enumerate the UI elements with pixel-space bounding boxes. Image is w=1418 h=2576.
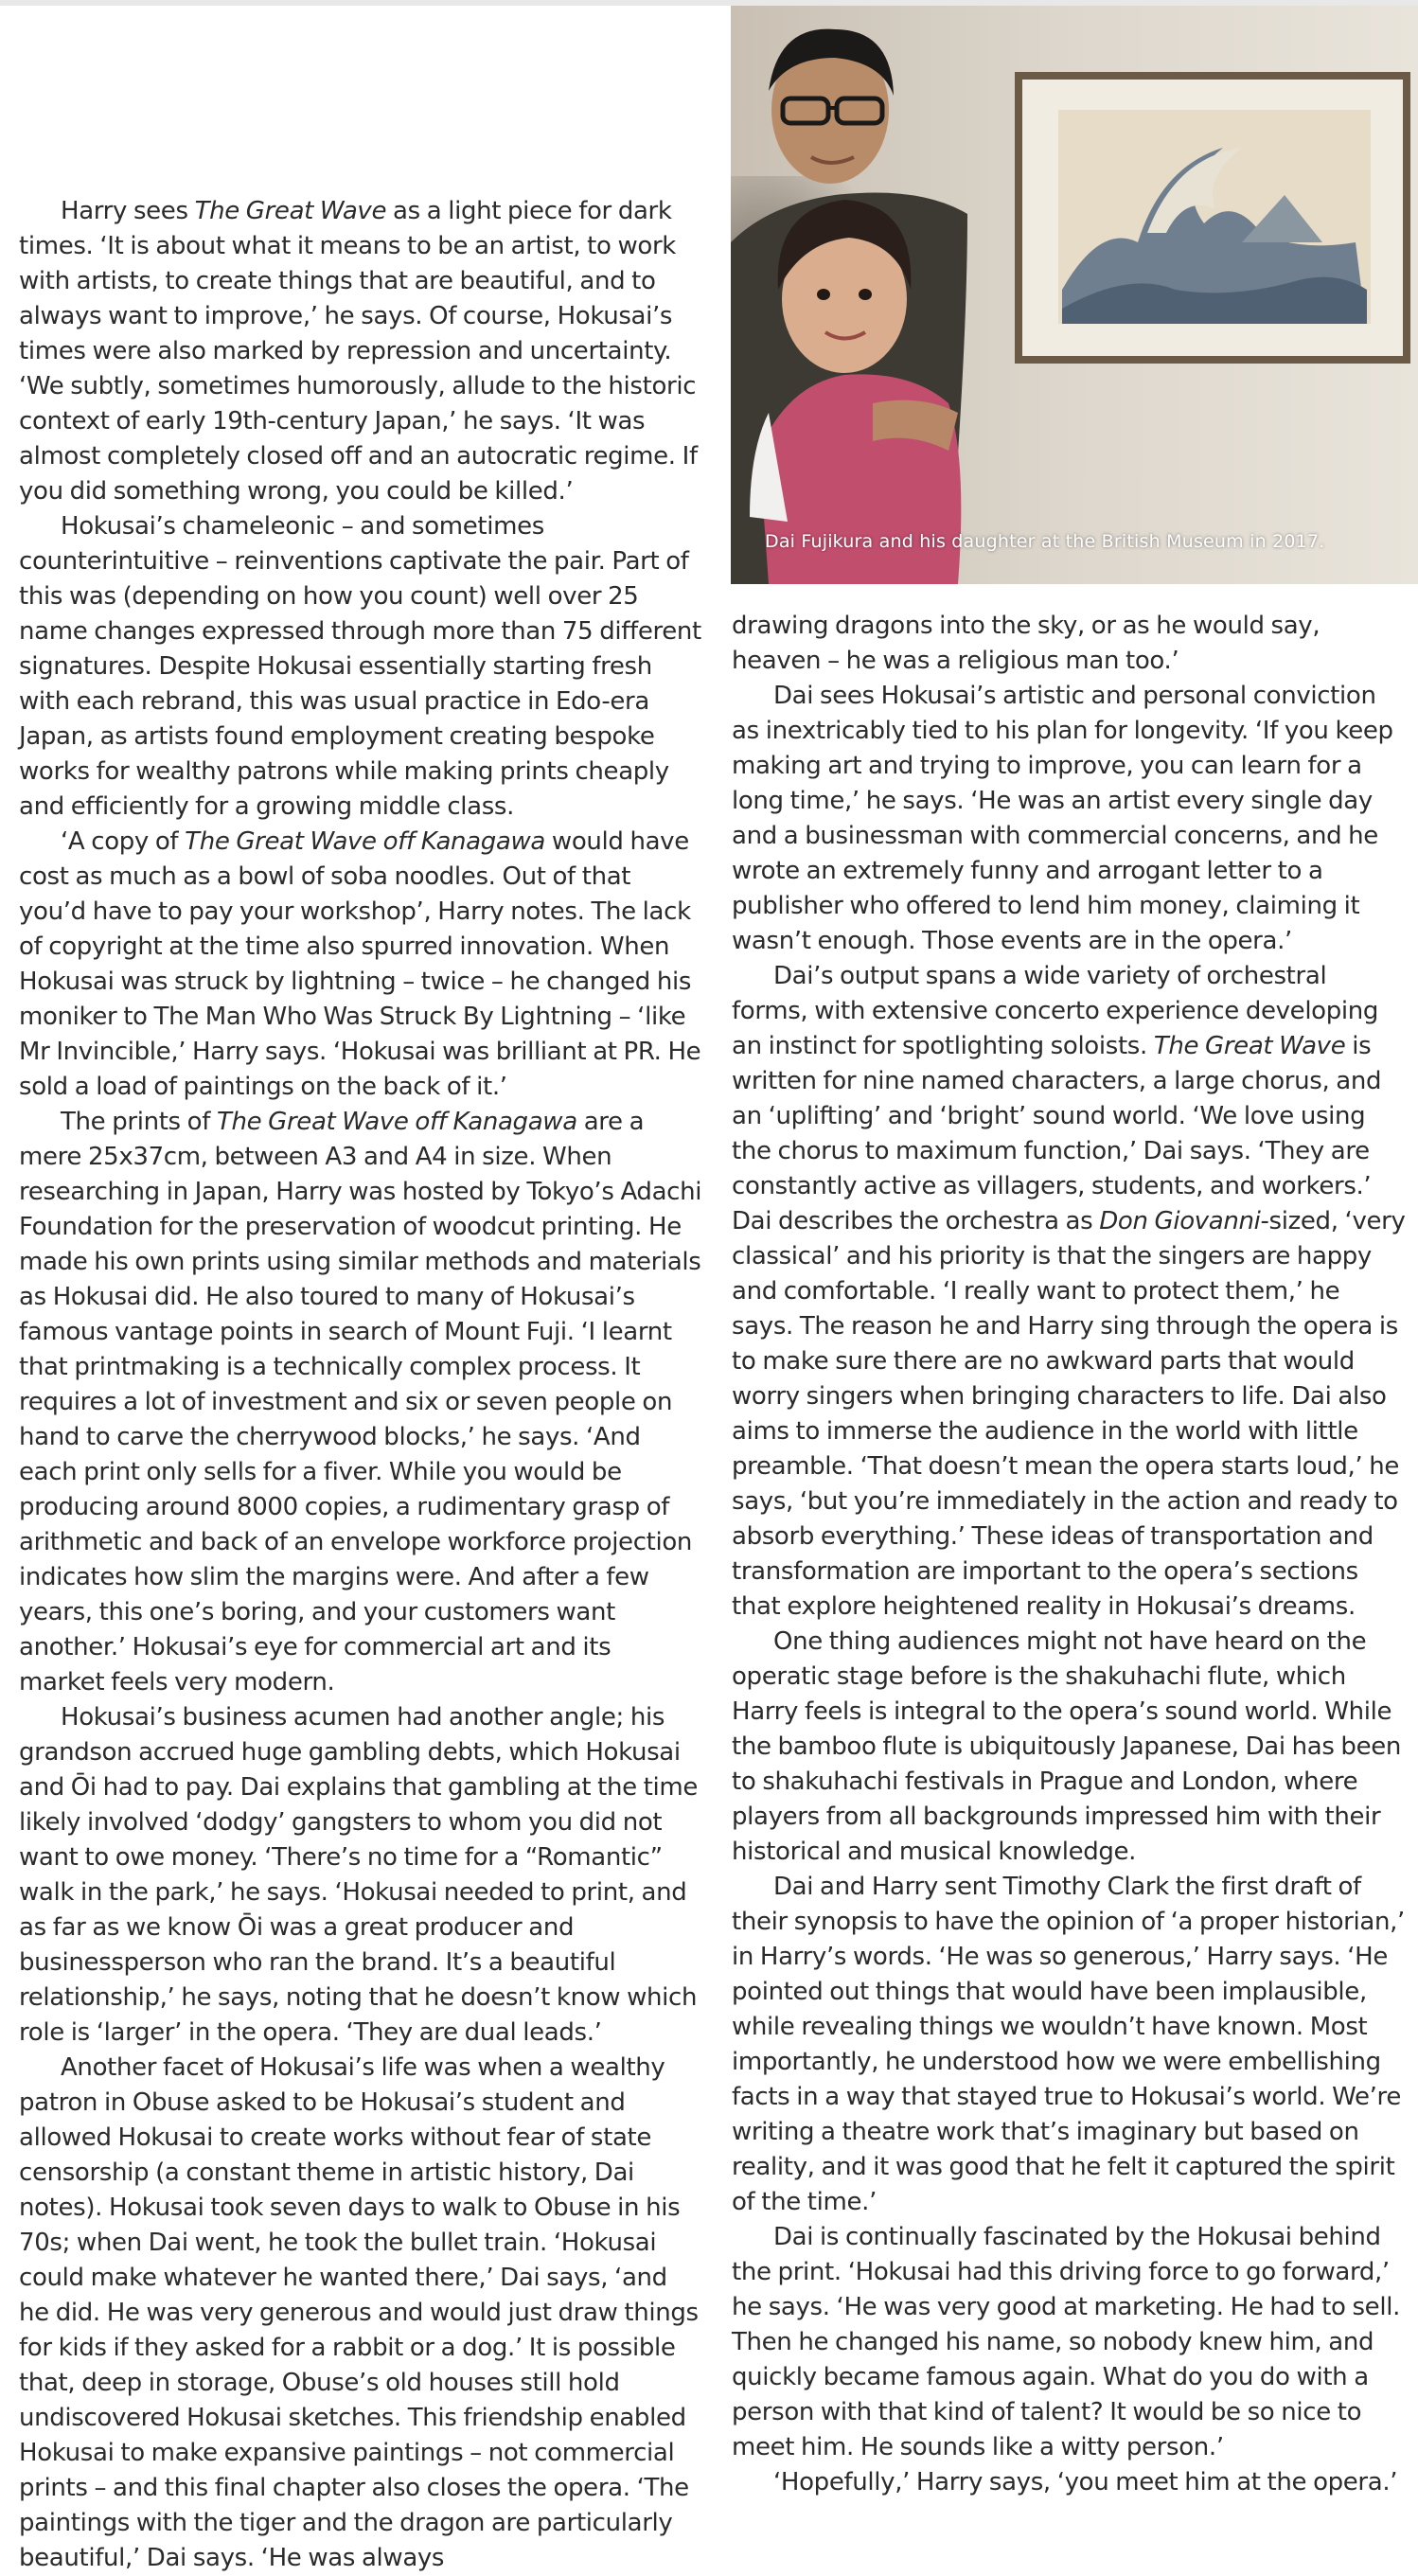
article-paragraph (19, 509, 702, 825)
paragraph-text: Dai and Harry sent Timothy Clark the first draft of their synopsis to have the opinion of ‘a proper historian,’ in Harry’s words. ‘He was so generous,’ Harry says. ‘He pointed out things that would have been implausible, while revealing things we wouldn’t have known. Most importantly, he understood how we were embellishing facts in a way that stayed true to Hokusai’s world. We’re writing a theatre work that’s imaginary but based on reality, and it was good that he felt it captured the spirit of the time.’ (732, 1873, 1405, 2216)
paragraph-text: Another facet of Hokusai’s life was when a wealthy patron in Obuse asked to be Hokusai’s student and allowed Hokusai to create works without fear of state censorship (a constant theme in artistic history, Dai notes). Hokusai took seven days to walk to Obuse in his 70s; when Dai went, he took the bullet train. ‘Hokusai could make whatever he wanted there,’ Dai says, ‘and he did. He was very generous and would just draw things for kids if they asked for a rabbit or a dog.’ It is possible that, deep in storage, Obuse’s old houses still hold undiscovered Hokusai sketches. This friendship enabled Hokusai to make expansive paintings – not commercial prints – and this final chapter also closes the opera. ‘The paintings with the tiger and the dragon are particularly beautiful,’ Dai says. ‘He was always (19, 2053, 699, 2572)
paragraph-text: Dai is continually fascinated by the Hokusai behind the print. ‘Hokusai had this driving force to go forward,’ he says. ‘He was very good at marketing. He had to sell. Then he changed his name, so nobody knew him, and quickly became famous again. What do you do with a person with that kind of talent? It would be so nice to meet him. He sounds like a witty person.’ (732, 2223, 1400, 2461)
italic-title: Don Giovanni (1099, 1207, 1261, 1235)
paragraph-text: The prints of (61, 1108, 217, 1136)
article-paragraph (732, 609, 1407, 679)
article-left-column (19, 194, 702, 2576)
article-paragraph (19, 194, 702, 509)
italic-title: The Great Wave off Kanagawa (216, 1108, 577, 1136)
article-right-column (732, 609, 1407, 2500)
photo-illustration (731, 6, 1418, 584)
paragraph-text: are a mere 25x37cm, between A3 and A4 in size. When researching in Japan, Harry was hosted by Tokyo’s Adachi Foundation for the preservation of woodcut printing. He made his own prints using similar methods and materials as Hokusai did. He also toured to many of Hokusai’s famous vantage points in search of Mount Fuji. ‘I learnt that printmaking is a technically complex process. It requires a lot of investment and six or seven people on hand to carve the cherrywood blocks,’ he says. ‘And each print only sells for a fiver. While you would be producing around 8000 copies, a rudimentary grasp of arithmetic and back of an envelope workforce projection indicates how slim the margins were. And after a few years, this one’s boring, and your customers want another.’ Hokusai’s eye for commercial art and its market feels very modern. (19, 1108, 702, 1697)
article-paragraph (19, 2051, 702, 2576)
article-paragraph (732, 2465, 1407, 2500)
paragraph-text: -sized, ‘very classical’ and his priority is that the singers are happy and comfortable. ‘I really want to protect them,’ he says. The reason he and Harry sing through the opera is to make sure there are no awkward parts that would worry singers when bringing characters to life. Dai also aims to immerse the audience in the world with little preamble. ‘That doesn’t mean the opera starts loud,’ he says, ‘but you’re immediately in the action and ready to absorb everything.’ These ideas of transportation and transformation are important to the opera’s sections that explore heightened reality in Hokusai’s dreams. (732, 1207, 1406, 1621)
paragraph-text: Hokusai’s business acumen had another angle; his grandson accrued huge gambling debts, which Hokusai and Ōi had to pay. Dai explains that gambling at the time likely involved ‘dodgy’ gangsters to whom you did not want to owe money. ‘There’s no time for a “Romantic” walk in the park,’ he says. ‘Hokusai needed to print, and as far as we know Ōi was a great producer and businessperson who ran the brand. It’s a beautiful relationship,’ he says, noting that he doesn’t know which role is ‘larger’ in the opera. ‘They are dual leads.’ (19, 1703, 699, 2047)
paragraph-text: as a light piece for dark times. ‘It is about what it means to be an artist, to work with artists, to create things that are beautiful, and to always want to improve,’ he says. Of course, Hokusai’s times were also marked by repression and uncertainty. ‘We subtly, sometimes humorously, allude to the historic context of early 19th-century Japan,’ he says. ‘It was almost completely closed off and an autocratic regime. If you did something wrong, you could be killed.’ (19, 197, 698, 506)
photo-caption: Dai Fujikura and his daughter at the British Museum in 2017. (765, 531, 1325, 552)
paragraph-text: ‘Hopefully,’ Harry says, ‘you meet him at the opera.’ (773, 2468, 1398, 2496)
italic-title: The Great Wave (194, 197, 387, 225)
article-photo (731, 6, 1418, 584)
paragraph-text: Dai’s output spans a wide variety of orchestral forms, with extensive concerto experience developing an instinct for spotlighting soloists. (732, 962, 1379, 1060)
article-paragraph (732, 2220, 1407, 2465)
paragraph-text: Hokusai’s chameleonic – and sometimes counterintuitive – reinventions captivate the pair. Part of this was (depending on how you count) well over 25 name changes expressed through more than 75 different signatures. Despite Hokusai essentially starting fresh with each rebrand, this was usual practice in Edo-era Japan, as artists found employment creating bespoke works for wealthy patrons while making prints cheaply and efficiently for a growing middle class. (19, 512, 701, 821)
article-paragraph (732, 679, 1407, 959)
paragraph-text: Dai sees Hokusai’s artistic and personal conviction as inextricably tied to his plan for longevity. ‘If you keep making art and trying to improve, you can learn for a long time,’ he says. ‘He was an artist every single day and a businessman with commercial concerns, and he wrote an extremely funny and arrogant letter to a publisher who offered to lend him money, claiming it wasn’t enough. Those events are in the opera.’ (732, 682, 1393, 955)
framed-print (1015, 72, 1410, 364)
article-paragraph (19, 1105, 702, 1700)
article-paragraph (732, 1625, 1407, 1870)
paragraph-text: One thing audiences might not have heard on the operatic stage before is the shakuhachi flute, which Harry feels is integral to the opera’s sound world. While the bamboo flute is ubiquitously Japanese, Dai has been to shakuhachi festivals in Prague and London, where players from all backgrounds impressed him with their historical and musical knowledge. (732, 1627, 1402, 1866)
article-paragraph (19, 1700, 702, 2051)
article-paragraph (732, 1870, 1407, 2220)
italic-title: The Great Wave (1153, 1032, 1346, 1060)
paragraph-text: drawing dragons into the sky, or as he would say, heaven – he was a religious man too.’ (732, 612, 1321, 675)
paragraph-text: is written for nine named characters, a large chorus, and an ‘uplifting’ and ‘bright’ sound world. ‘We love using the chorus to maximum function,’ Dai says. ‘They are constantly active as villagers, students, and workers.’ Dai describes the orchestra as (732, 1032, 1382, 1235)
paragraph-text: would have cost as much as a bowl of soba noodles. Out of that you’d have to pay your workshop’, Harry notes. The lack of copyright at the time also spurred innovation. When Hokusai was struck by lightning – twice – he changed his moniker to The Man Who Was Struck By Lightning – ‘like Mr Invincible,’ Harry says. ‘Hokusai was brilliant at PR. He sold a load of paintings on the back of it.’ (19, 827, 701, 1101)
paragraph-text: Harry sees (61, 197, 195, 225)
article-paragraph (732, 959, 1407, 1625)
article-paragraph (19, 825, 702, 1105)
italic-title: The Great Wave off Kanagawa (185, 827, 545, 856)
paragraph-text: ‘A copy of (61, 827, 186, 856)
